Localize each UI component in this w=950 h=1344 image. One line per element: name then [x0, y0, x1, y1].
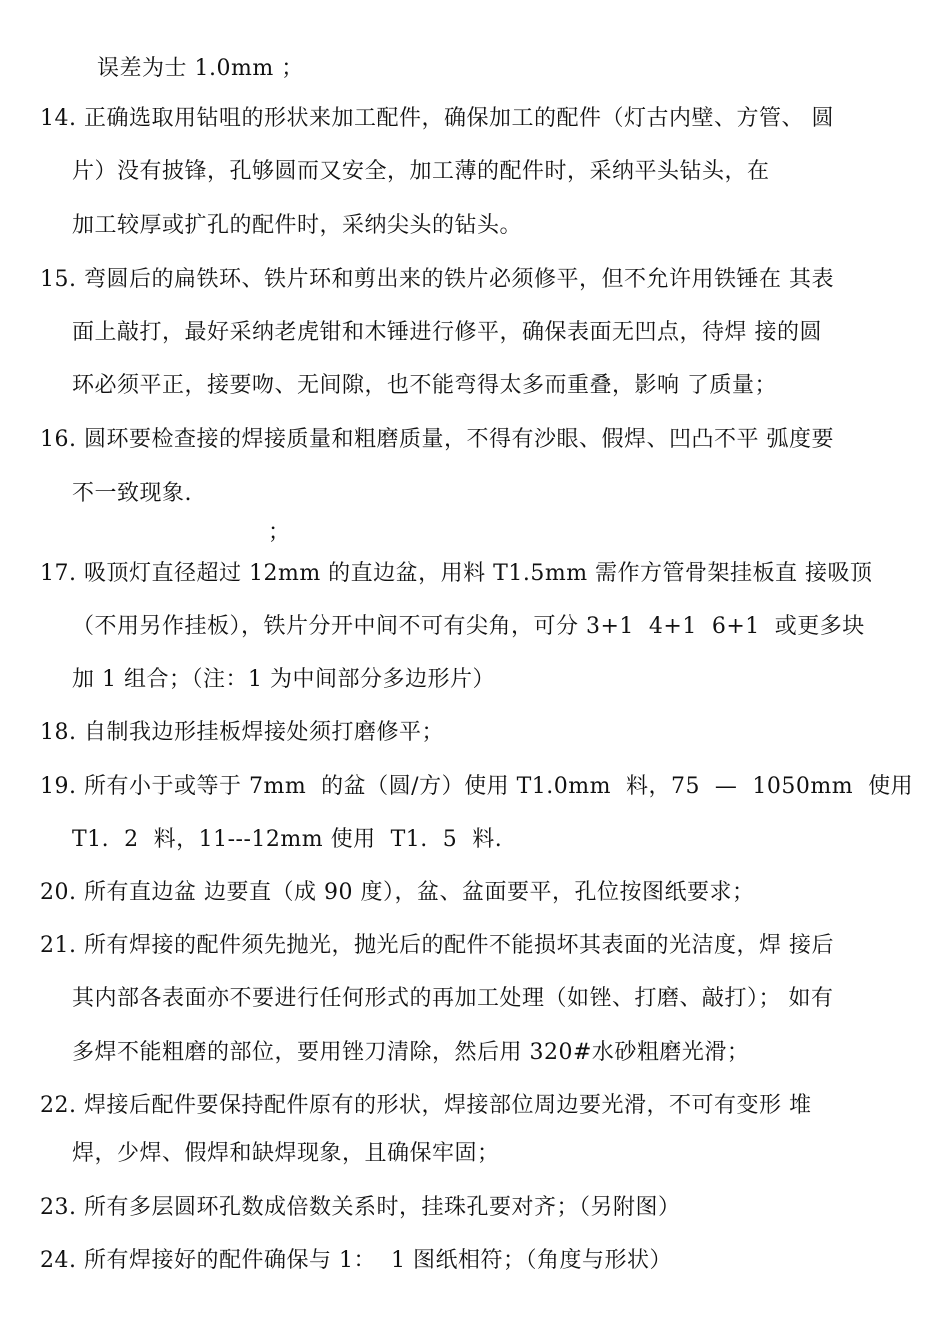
list-item-20: 20. 所有直边盆 边要直（成 90 度），盆、盆面要平，孔位按图纸要求； [40, 880, 755, 905]
text-line: 加工较厚或扩孔的配件时，采纳尖头的钻头。 [72, 213, 523, 238]
text-line: 加 1 组合；（注：1 为中间部分多边形片） [72, 667, 495, 692]
text-line: 多焊不能粗磨的部位，要用锉刀清除，然后用 320#水砂粗磨光滑； [72, 1040, 750, 1065]
list-item-21: 21. 所有焊接的配件须先抛光，抛光后的配件不能损坏其表面的光洁度，焊 接后 [40, 933, 834, 958]
list-item-15: 15. 弯圆后的扁铁环、铁片环和剪出来的铁片必须修平，但不允许用铁锤在 其表 [40, 267, 834, 292]
text-line: （不用另作挂板），铁片分开中间不可有尖角，可分 3+1 4+1 6+1 或更多块 [72, 614, 865, 639]
text-line: 误差为士 1.0mm ； [97, 56, 304, 81]
text-line: T1. 2 料，11---12mm 使用 T1. 5 料. [72, 827, 503, 852]
text-line: 片）没有披锋，孔够圆而又安全，加工薄的配件时，采纳平头钻头，在 [72, 159, 770, 184]
text-line: 面上敲打，最好采纳老虎钳和木锤进行修平，确保表面无凹点，待焊 接的圆 [72, 320, 822, 345]
list-item-17: 17. 吸顶灯直径超过 12mm 的直边盆，用料 T1.5mm 需作方管骨架挂板直 接吸顶 [40, 561, 873, 586]
list-item-22: 22. 焊接后配件要保持配件原有的形状，焊接部位周边要光滑，不可有变形 堆 [40, 1093, 812, 1118]
list-item-23: 23. 所有多层圆环孔数成倍数关系时，挂珠孔要对齐；（另附图） [40, 1195, 681, 1220]
list-item-14: 14. 正确选取用钻咀的形状来加工配件，确保加工的配件（灯古内壁、方管、 圆 [40, 106, 834, 131]
text-line: 环必须平正，接要吻、无间隙，也不能弯得太多而重叠，影响 了质量； [72, 373, 777, 398]
list-item-19: 19. 所有小于或等于 7mm 的盆（圆/方）使用 T1.0mm 料，75 — 1050mm 使用 [40, 774, 914, 799]
text-line: 不一致现象. [72, 481, 192, 506]
text-line: 其内部各表面亦不要进行任何形式的再加工处理（如锉、打磨、敲打）； 如有 [72, 986, 834, 1011]
stray-mark: ； [268, 520, 291, 545]
list-item-18: 18. 自制我边形挂板焊接处须打磨修平； [40, 720, 444, 745]
list-item-24: 24. 所有焊接好的配件确保与 1： 1 图纸相符；（角度与形状） [40, 1248, 672, 1273]
list-item-16: 16. 圆环要检查接的焊接质量和粗磨质量，不得有沙眼、假焊、凹凸不平 弧度要 [40, 427, 834, 452]
text-line: 焊，少焊、假焊和缺焊现象，且确保牢固； [72, 1141, 500, 1166]
